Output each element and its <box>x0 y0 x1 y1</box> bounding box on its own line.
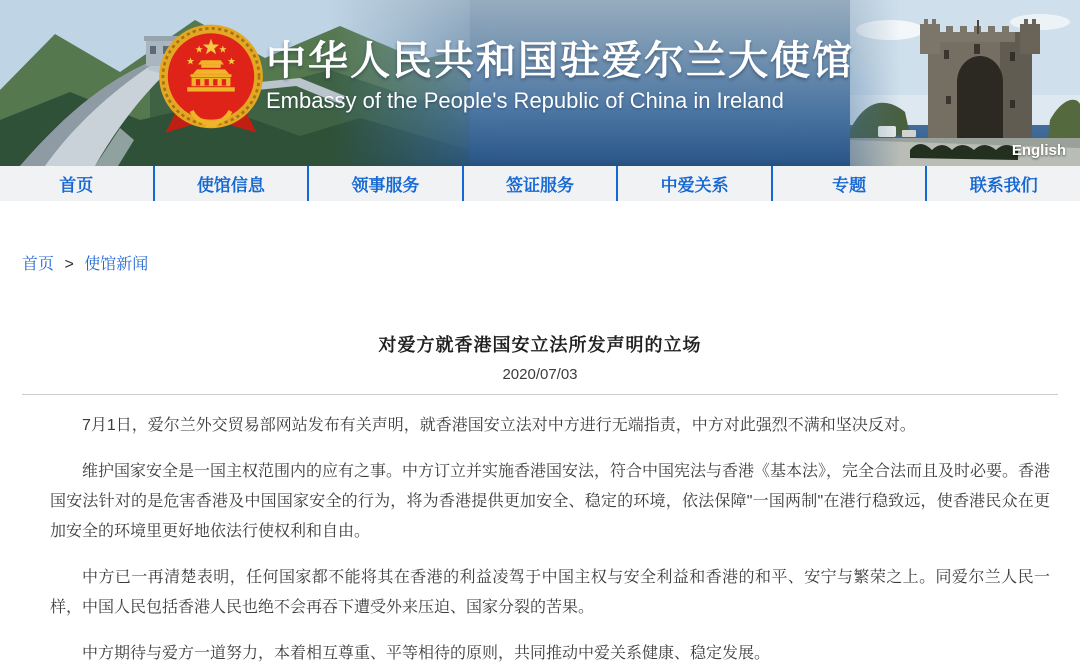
article-date: 2020/07/03 <box>502 366 578 383</box>
nav-item-home[interactable]: 首页 <box>59 176 94 195</box>
nav-item-visa-services[interactable]: 签证服务 <box>462 166 617 201</box>
article-paragraph: 7月1日，爱尔兰外交贸易部网站发布有关声明，就香港国安立法对中方进行无端指责，中方对此强烈不满和坚决反对。 <box>82 417 916 434</box>
article-title: 对爱方就香港国安立法所发声明的立场 <box>378 335 702 355</box>
article-body <box>50 411 1050 669</box>
nav-item-embassy-info[interactable]: 使馆信息 <box>153 166 308 201</box>
header-banner <box>0 0 1080 166</box>
article-paragraph: 中方已一再清楚表明，任何国家都不能将其在香港的利益凌驾于中国主权与安全利益和香港的和平、安宁与繁荣之上。同爱尔兰人民一样，中国人民包括香港人民也绝不会再吞下遭受外来压迫、国家分裂的苦果。 <box>50 569 1050 616</box>
breadcrumb-separator: > <box>64 256 74 273</box>
article-paragraph: 中方期待与爱方一道努力，本着相互尊重、平等相待的原则，共同推动中爱关系健康、稳定发展。 <box>82 645 771 662</box>
nav-item-contact-us[interactable]: 联系我们 <box>925 166 1080 201</box>
article-paragraph: 维护国家安全是一国主权范围内的应有之事。中方订立并实施香港国安法，符合中国宪法与香港《基本法》，完全合法而且及时必要。香港国安法针对的是危害香港及中国国家安全的行为，将为香港提供更加安全、稳定的环境，依法保障"一国两制"在港行稳致远，使香港民众在更加安全的环境里更好地依法行使权利和自由。 <box>50 463 1051 540</box>
main-nav <box>0 166 1080 201</box>
breadcrumb-home-link[interactable]: 首页 <box>22 256 55 273</box>
breadcrumb-embassy-news-link[interactable]: 使馆新闻 <box>84 256 149 273</box>
embassy-title-en: Embassy of the People's Republic of China in Ireland <box>266 88 784 113</box>
embassy-title-cn: 中华人民共和国驻爱尔兰大使馆 <box>266 39 854 83</box>
nav-item-china-ireland-relations[interactable]: 中爱关系 <box>616 166 771 201</box>
china-national-emblem-icon <box>157 20 265 148</box>
english-language-link[interactable]: English <box>1011 142 1066 159</box>
breadcrumb <box>22 251 1080 274</box>
nav-item-consular-services[interactable]: 领事服务 <box>307 166 462 201</box>
title-divider <box>22 394 1058 395</box>
banner-titles <box>266 36 854 114</box>
nav-item-special-topics[interactable]: 专题 <box>771 166 926 201</box>
